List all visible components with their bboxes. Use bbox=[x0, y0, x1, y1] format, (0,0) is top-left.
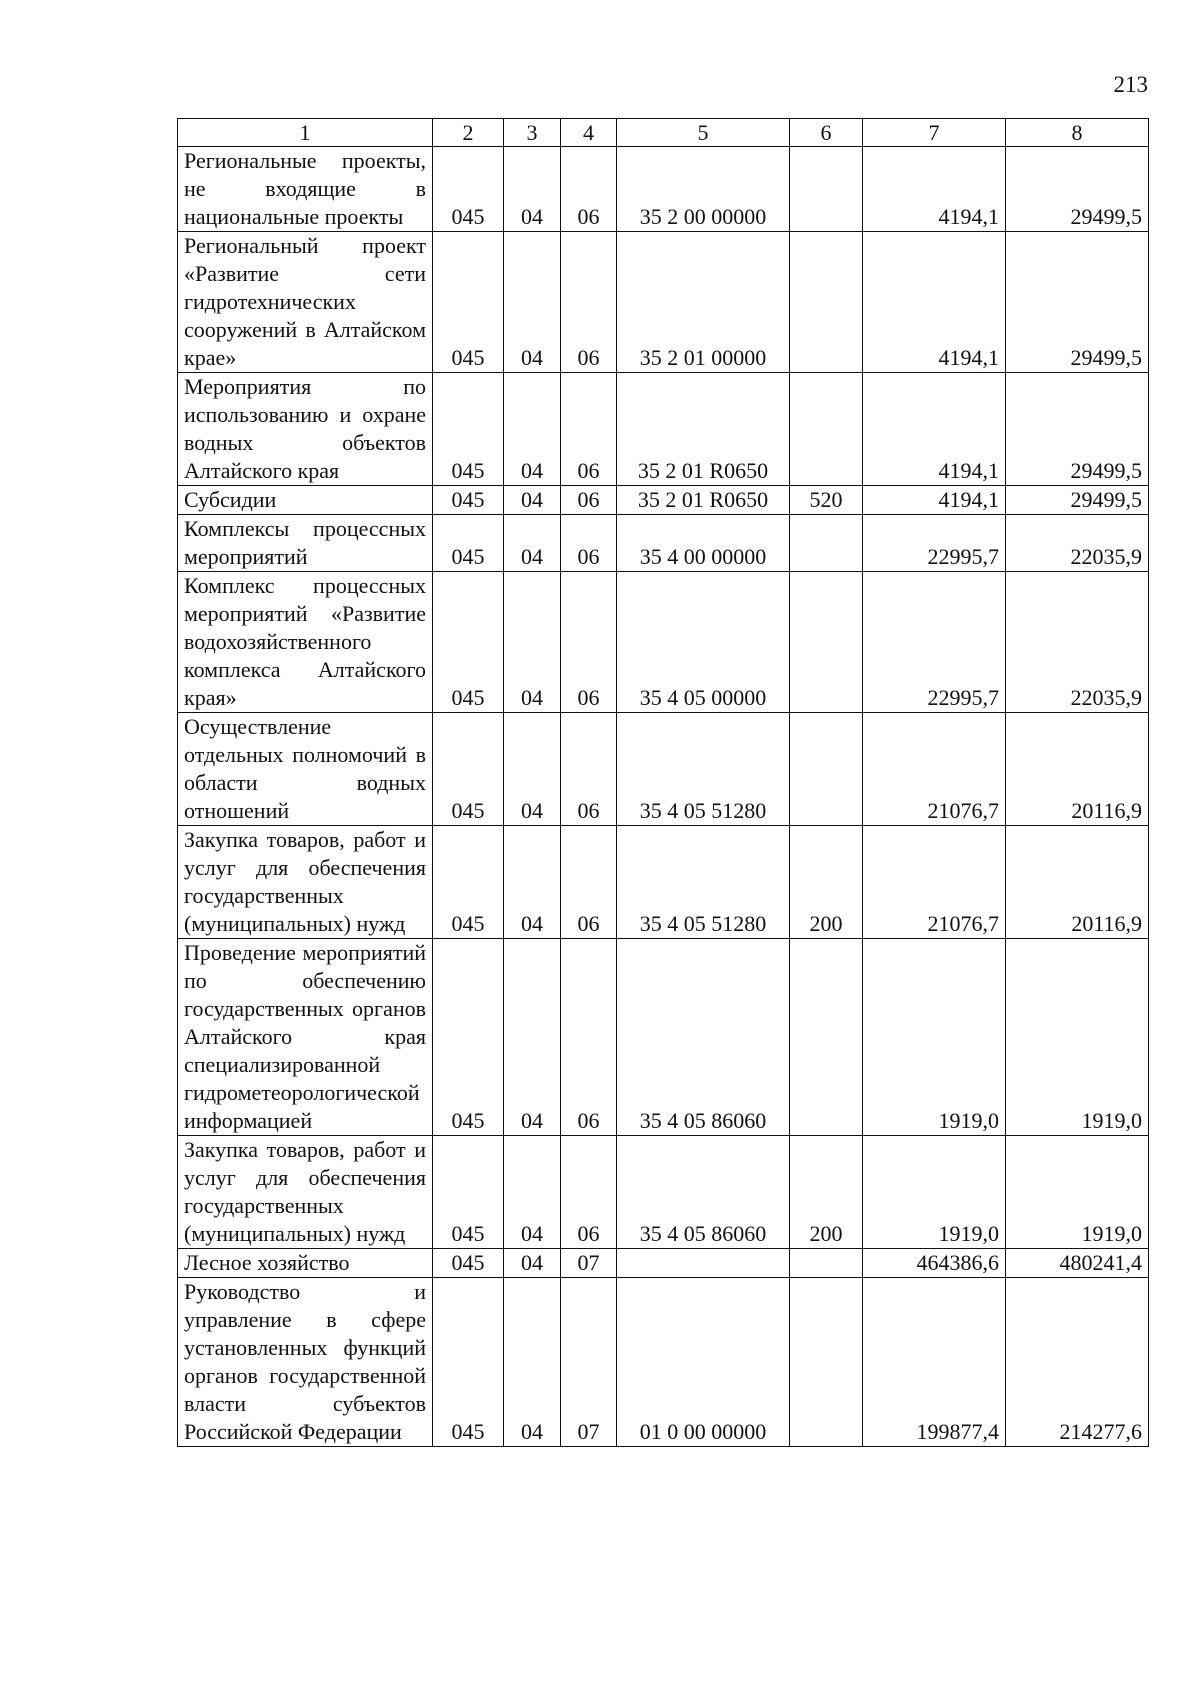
column-header: 8 bbox=[1006, 119, 1149, 147]
column-header: 4 bbox=[561, 119, 617, 147]
amount-cell: 29499,5 bbox=[1006, 486, 1149, 515]
column-header: 2 bbox=[433, 119, 504, 147]
expense-type-cell bbox=[790, 572, 863, 713]
admin-code-cell: 045 bbox=[433, 232, 504, 373]
amount-cell: 29499,5 bbox=[1006, 373, 1149, 486]
section-cell: 04 bbox=[504, 1249, 561, 1278]
table-row bbox=[178, 515, 1149, 572]
expense-type-cell bbox=[790, 373, 863, 486]
expense-type-cell: 200 bbox=[790, 1136, 863, 1249]
table-row bbox=[178, 826, 1149, 939]
amount-cell: 21076,7 bbox=[863, 826, 1006, 939]
target-article-cell: 35 4 05 86060 bbox=[617, 939, 790, 1136]
item-name-cell: Комплекс процессных мероприятий «Развитие водохозяйственного комплекса Алтайского края» bbox=[178, 572, 433, 713]
item-name-cell: Мероприятия по использованию и охране водных объектов Алтайского края bbox=[178, 373, 433, 486]
item-name-cell: Закупка товаров, работ и услуг для обеспечения государственных (муниципальных) нужд bbox=[178, 1136, 433, 1249]
target-article-cell: 35 4 05 51280 bbox=[617, 826, 790, 939]
subsection-cell: 06 bbox=[561, 147, 617, 232]
table-body bbox=[178, 147, 1149, 1447]
item-name-cell: Региональные проекты, не входящие в национальные проекты bbox=[178, 147, 433, 232]
amount-cell: 4194,1 bbox=[863, 486, 1006, 515]
table-row bbox=[178, 713, 1149, 826]
amount-cell: 480241,4 bbox=[1006, 1249, 1149, 1278]
target-article-cell: 35 4 00 00000 bbox=[617, 515, 790, 572]
target-article-cell: 35 4 05 86060 bbox=[617, 1136, 790, 1249]
admin-code-cell: 045 bbox=[433, 713, 504, 826]
expense-type-cell: 200 bbox=[790, 826, 863, 939]
section-cell: 04 bbox=[504, 1136, 561, 1249]
amount-cell: 1919,0 bbox=[863, 1136, 1006, 1249]
expense-type-cell bbox=[790, 1249, 863, 1278]
amount-cell: 22035,9 bbox=[1006, 515, 1149, 572]
subsection-cell: 06 bbox=[561, 939, 617, 1136]
amount-cell: 22995,7 bbox=[863, 572, 1006, 713]
admin-code-cell: 045 bbox=[433, 1249, 504, 1278]
amount-cell: 22035,9 bbox=[1006, 572, 1149, 713]
admin-code-cell: 045 bbox=[433, 826, 504, 939]
section-cell: 04 bbox=[504, 232, 561, 373]
subsection-cell: 06 bbox=[561, 826, 617, 939]
column-header: 7 bbox=[863, 119, 1006, 147]
amount-cell: 464386,6 bbox=[863, 1249, 1006, 1278]
table-row bbox=[178, 1249, 1149, 1278]
table-row bbox=[178, 486, 1149, 515]
target-article-cell: 35 2 01 R0650 bbox=[617, 486, 790, 515]
admin-code-cell: 045 bbox=[433, 147, 504, 232]
amount-cell: 1919,0 bbox=[863, 939, 1006, 1136]
subsection-cell: 06 bbox=[561, 572, 617, 713]
column-header: 1 bbox=[178, 119, 433, 147]
page-number: 213 bbox=[1113, 72, 1148, 97]
target-article-cell: 01 0 00 00000 bbox=[617, 1278, 790, 1447]
amount-cell: 20116,9 bbox=[1006, 713, 1149, 826]
amount-cell: 199877,4 bbox=[863, 1278, 1006, 1447]
item-name-cell: Субсидии bbox=[178, 486, 433, 515]
amount-cell: 21076,7 bbox=[863, 713, 1006, 826]
item-name-cell: Лесное хозяйство bbox=[178, 1249, 433, 1278]
table-row bbox=[178, 373, 1149, 486]
section-cell: 04 bbox=[504, 373, 561, 486]
column-header: 3 bbox=[504, 119, 561, 147]
admin-code-cell: 045 bbox=[433, 572, 504, 713]
amount-cell: 214277,6 bbox=[1006, 1278, 1149, 1447]
expense-type-cell bbox=[790, 939, 863, 1136]
table-row bbox=[178, 1278, 1149, 1447]
target-article-cell bbox=[617, 1249, 790, 1278]
subsection-cell: 06 bbox=[561, 486, 617, 515]
budget-table bbox=[177, 118, 1149, 1447]
amount-cell: 29499,5 bbox=[1006, 147, 1149, 232]
amount-cell: 4194,1 bbox=[863, 147, 1006, 232]
item-name-cell: Осуществление отдельных полномочий в области водных отношений bbox=[178, 713, 433, 826]
table-row bbox=[178, 232, 1149, 373]
item-name-cell: Комплексы процессных мероприятий bbox=[178, 515, 433, 572]
target-article-cell: 35 4 05 00000 bbox=[617, 572, 790, 713]
target-article-cell: 35 4 05 51280 bbox=[617, 713, 790, 826]
amount-cell: 22995,7 bbox=[863, 515, 1006, 572]
target-article-cell: 35 2 00 00000 bbox=[617, 147, 790, 232]
expense-type-cell bbox=[790, 147, 863, 232]
subsection-cell: 06 bbox=[561, 515, 617, 572]
section-cell: 04 bbox=[504, 515, 561, 572]
section-cell: 04 bbox=[504, 572, 561, 713]
amount-cell: 1919,0 bbox=[1006, 939, 1149, 1136]
column-header: 6 bbox=[790, 119, 863, 147]
expense-type-cell bbox=[790, 232, 863, 373]
section-cell: 04 bbox=[504, 486, 561, 515]
subsection-cell: 06 bbox=[561, 1136, 617, 1249]
item-name-cell: Региональный проект «Развитие сети гидротехнических сооружений в Алтайском крае» bbox=[178, 232, 433, 373]
expense-type-cell bbox=[790, 1278, 863, 1447]
section-cell: 04 bbox=[504, 147, 561, 232]
admin-code-cell: 045 bbox=[433, 1278, 504, 1447]
amount-cell: 20116,9 bbox=[1006, 826, 1149, 939]
expense-type-cell bbox=[790, 515, 863, 572]
admin-code-cell: 045 bbox=[433, 515, 504, 572]
subsection-cell: 06 bbox=[561, 373, 617, 486]
target-article-cell: 35 2 01 00000 bbox=[617, 232, 790, 373]
section-cell: 04 bbox=[504, 1278, 561, 1447]
amount-cell: 4194,1 bbox=[863, 373, 1006, 486]
table-row bbox=[178, 1136, 1149, 1249]
column-header: 5 bbox=[617, 119, 790, 147]
expense-type-cell bbox=[790, 713, 863, 826]
section-cell: 04 bbox=[504, 939, 561, 1136]
amount-cell: 29499,5 bbox=[1006, 232, 1149, 373]
subsection-cell: 07 bbox=[561, 1278, 617, 1447]
expense-type-cell: 520 bbox=[790, 486, 863, 515]
admin-code-cell: 045 bbox=[433, 373, 504, 486]
admin-code-cell: 045 bbox=[433, 1136, 504, 1249]
item-name-cell: Закупка товаров, работ и услуг для обеспечения государственных (муниципальных) нужд bbox=[178, 826, 433, 939]
subsection-cell: 06 bbox=[561, 713, 617, 826]
subsection-cell: 06 bbox=[561, 232, 617, 373]
amount-cell: 4194,1 bbox=[863, 232, 1006, 373]
table-row bbox=[178, 572, 1149, 713]
item-name-cell: Руководство и управление в сфере установленных функций органов государственной власти субъектов Российской Федерации bbox=[178, 1278, 433, 1447]
section-cell: 04 bbox=[504, 826, 561, 939]
table-row bbox=[178, 147, 1149, 232]
admin-code-cell: 045 bbox=[433, 939, 504, 1136]
amount-cell: 1919,0 bbox=[1006, 1136, 1149, 1249]
subsection-cell: 07 bbox=[561, 1249, 617, 1278]
item-name-cell: Проведение мероприятий по обеспечению государственных органов Алтайского края специализированной гидрометеорологической информацией bbox=[178, 939, 433, 1136]
section-cell: 04 bbox=[504, 713, 561, 826]
admin-code-cell: 045 bbox=[433, 486, 504, 515]
table-row bbox=[178, 939, 1149, 1136]
column-number-row bbox=[178, 119, 1149, 147]
target-article-cell: 35 2 01 R0650 bbox=[617, 373, 790, 486]
